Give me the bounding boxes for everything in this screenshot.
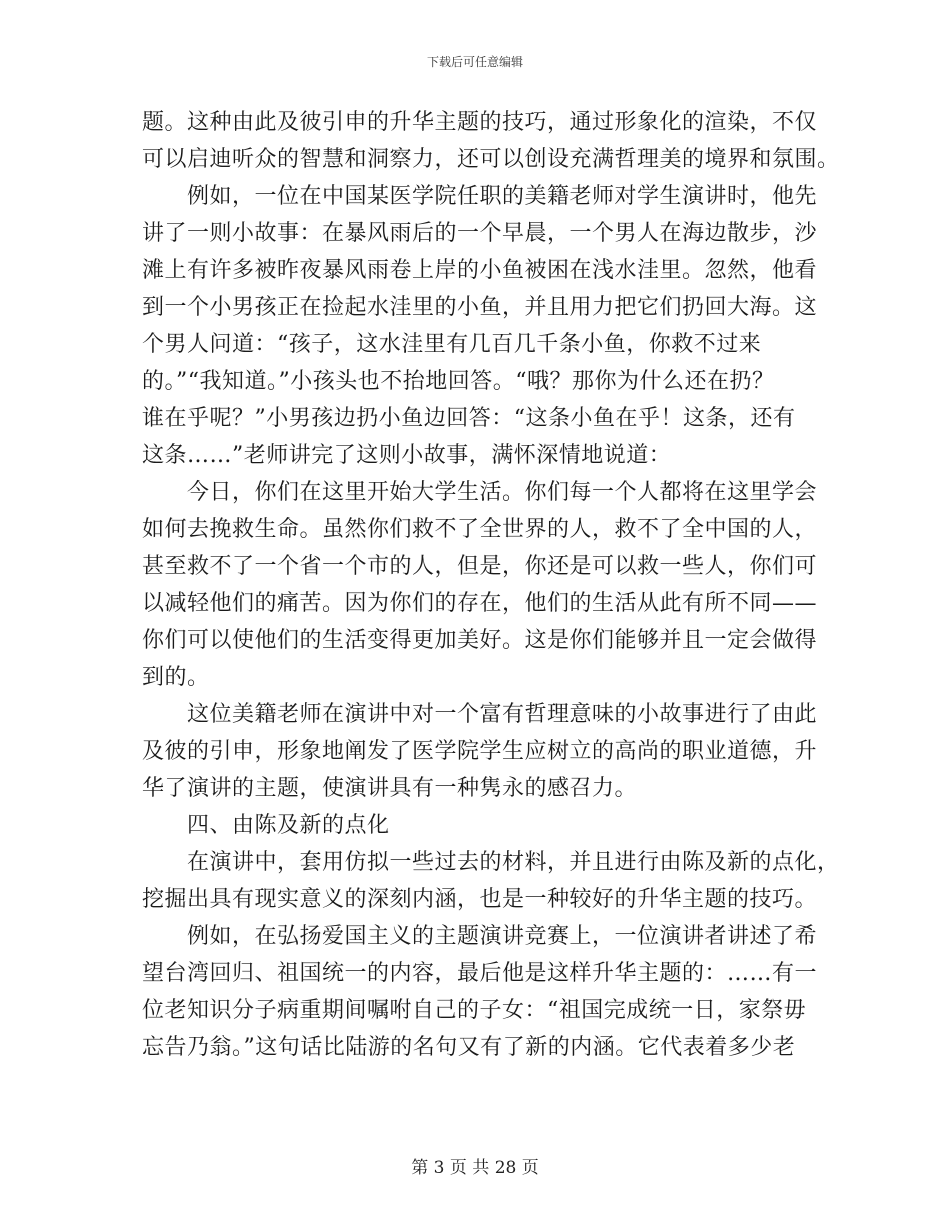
text-line: 以减轻他们的痛苦。因为你们的存在，他们的生活从此有所不同—— (142, 591, 818, 616)
section-heading: 四、由陈及新的点化 (187, 813, 390, 838)
text-line: 你们可以使他们的生活变得更加美好。这是你们能够并且一定会做得 (142, 628, 818, 653)
paragraph-start-line: 例如，一位在中国某医学院任职的美籍老师对学生演讲时，他先 (187, 184, 818, 209)
text-line: 到一个小男孩正在捡起水洼里的小鱼，并且用力把它们扔回大海。这 (142, 295, 818, 320)
text-line: 甚至救不了一个省一个市的人，但是，你还是可以救一些人，你们可 (142, 554, 818, 579)
page-number: 第 3 页 共 28 页 (411, 1158, 539, 1178)
paragraph-start-line: 例如，在弘扬爱国主义的主题演讲竞赛上，一位演讲者讲述了希 (187, 924, 818, 949)
text-line: 忘告乃翁。”这句话比陆游的名句又有了新的内涵。它代表着多少老 (142, 1035, 796, 1060)
page-header-note: 下载后可任意编辑 (426, 55, 523, 69)
text-line: 个男人问道：“孩子，这水洼里有几百几千条小鱼，你救不过来 (142, 332, 762, 357)
text-line: 及彼的引申，形象地阐发了医学院学生应树立的高尚的职业道德，升 (142, 739, 818, 764)
text-line: 讲了一则小故事：在暴风雨后的一个早晨，一个男人在海边散步，沙 (142, 221, 818, 246)
document-body (142, 104, 840, 1066)
paragraph-start-line: 今日，你们在这里开始大学生活。你们每一个人都将在这里学会 (187, 480, 818, 505)
text-line: 可以启迪听众的智慧和洞察力，还可以创设充满哲理美的境界和氛围。 (142, 147, 840, 172)
text-line: 华了演讲的主题，使演讲具有一种隽永的感召力。 (142, 776, 638, 801)
paragraph-start-line: 这位美籍老师在演讲中对一个富有哲理意味的小故事进行了由此 (187, 702, 818, 727)
text-line: 滩上有许多被昨夜暴风雨卷上岸的小鱼被困在浅水洼里。忽然，他看 (142, 258, 818, 283)
text-line: 望台湾回归、祖国统一的内容，最后他是这样升华主题的：……有一 (142, 961, 818, 986)
text-line: 这条……”老师讲完了这则小故事，满怀深情地说道： (142, 443, 672, 468)
text-line: 位老知识分子病重期间嘱咐自己的子女：“祖国完成统一日，家祭毋 (142, 998, 807, 1023)
text-line: 挖掘出具有现实意义的深刻内涵，也是一种较好的升华主题的技巧。 (142, 887, 818, 912)
text-line: 的。”“我知道。”小孩头也不抬地回答。“哦？那你为什么还在扔？ (142, 369, 775, 394)
paragraph-start-line: 在演讲中，套用仿拟一些过去的材料，并且进行由陈及新的点化， (187, 850, 840, 875)
text-line: 谁在乎呢？”小男孩边扔小鱼边回答：“这条小鱼在乎！这条，还有 (142, 406, 796, 431)
text-line: 题。这种由此及彼引申的升华主题的技巧，通过形象化的渲染，不仅 (142, 110, 818, 135)
text-line: 到的。 (142, 665, 210, 690)
text-line: 如何去挽救生命。虽然你们救不了全世界的人，救不了全中国的人， (142, 517, 818, 542)
